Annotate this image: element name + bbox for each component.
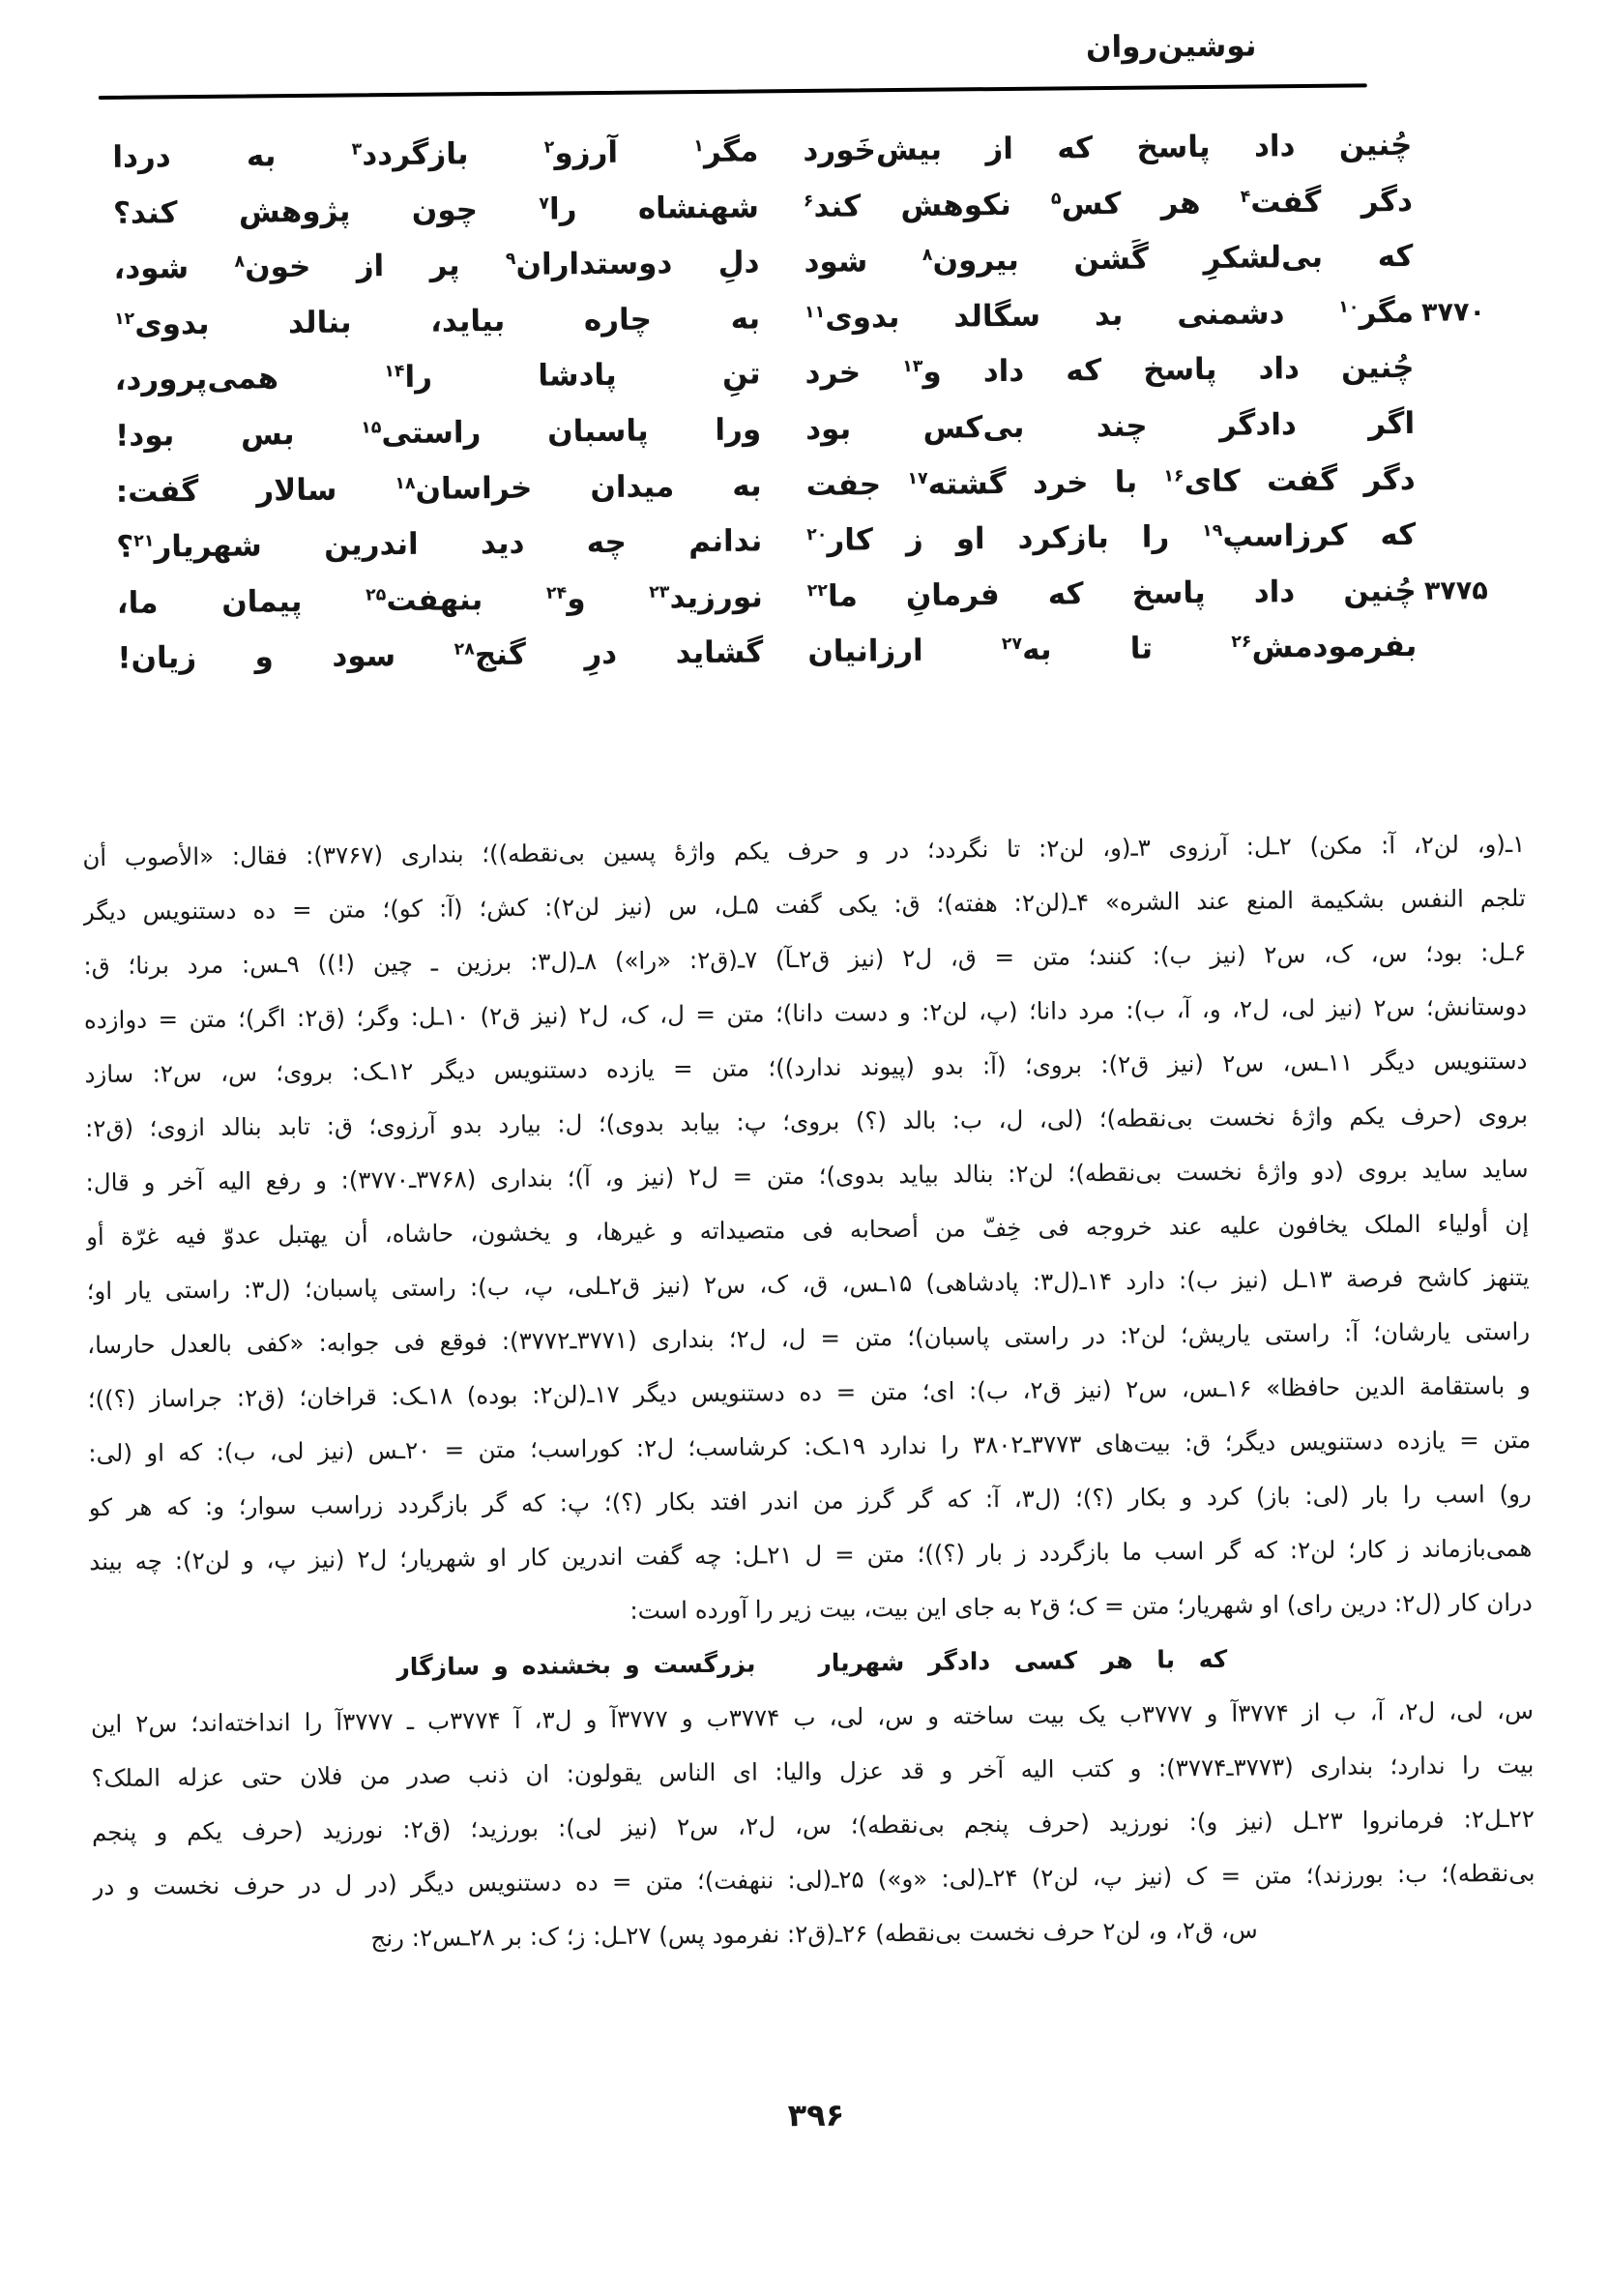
apparatus-line: یتنهز کاشح فرصة ۱۳ـل (نیز ب): دارد ۱۴ـ(ل۳: پادشاهی) ۱۵ـس، ق، ک، س۲ (نیز ق۲ـلی، پ، ب): راستی پاسبان؛ (ل۳: راستی یار او؛ (86, 1262, 1530, 1306)
hemistich-left-text: مگر$^۱$ آرزو$^۲$ بازگردد$^۳$ به دردا (112, 133, 759, 175)
poem-rows (112, 117, 1486, 688)
hemistich-right-text: که بی‌لشکرِ گَشن بیرون$^۸$ شود (804, 239, 1414, 280)
verse-margin-number (1418, 507, 1487, 508)
verse-margin-number: ۳۷۷۰ (1420, 296, 1486, 328)
hemistich-right (804, 285, 1486, 347)
apparatus-line: س، ق۲، و، لن۲ حرف نخست بی‌نقطه) ۲۶ـ(ق۲: نفرمود پس) ۲۷ـل: ز؛ ک: بر ۲۸ـس۲: رنج (370, 1915, 1258, 1953)
hemistich-left-text: به چاره بیاید، بنالد بدوی$^{۱۲}$ (113, 301, 761, 342)
hemistich-left (116, 515, 763, 576)
hemistich-right (807, 619, 1418, 681)
apparatus-line: و باستقامة الدین حافظا» ۱۶ـس، س۲ (نیز ق۲، ب): ای؛ متن = ده دستنویس دیگر ۱۷ـ(لن۲: بوده) ۱۸ـک: قراخان؛ (ق۲: جراساز (؟))؛ (87, 1370, 1531, 1414)
hemistich-left (115, 402, 762, 464)
hemistich-left (114, 347, 761, 409)
apparatus-line: ۶ـل: بود؛ س، ک، س۲ (نیز ب): کنند؛ متن = ق، ل۲ (نیز ق۲ـآ) ۷ـ(ق۲: «را») ۸ـ(ل۳: برزین ـ چین (!)) ۹ـس: مرد برنا؛ ق: (83, 937, 1527, 981)
apparatus-line: دستنویس دیگر ۱۱ـس، س۲ (نیز ق۲): بروی؛ (آ: بدو (پیوند ندارد))؛ متن = یازده دستنویس دیگر ۱۲ـک: بروی؛ س، س۲: سازد (84, 1045, 1528, 1089)
hemistich-right-text: که کرزاسپ$^{۱۹}$ را بازکرد او ز کار$^{۲۰}$ (806, 517, 1417, 558)
verse-margin-number (1417, 452, 1486, 453)
hemistich-left (114, 291, 761, 353)
hemistich-right-text: مگر$^{۱۰}$ دشمنی بد سگالد بدوی$^{۱۱}$ (804, 294, 1415, 336)
hemistich-left-text: به میدان خراسان$^{۱۸}$ سالار گفت: (115, 467, 762, 510)
apparatus-line: ۱ـ(و، لن۲، آ: مکن) ۲ـل: آرزوی ۳ـ(و، لن۲: تا نگردد؛ در و حرف یکم واژهٔ پسین بی‌نقطه))؛ بنداری (۳۷۶۷): فقال: «الأصوب أن (82, 829, 1526, 872)
apparatus-line: رو) اسب را بار (لی: باز) کرد و بکار (؟)؛ (ل۳، آ: که گر گرز من اندر افتد بکار (؟)؛ پ: که گر بازگردد زراسب سوار؛ و: که هر کو (88, 1479, 1532, 1522)
apparatus-line: إن أولیاء الملک یخافون علیه عند خروجه فی خِفّ من أصحابه فی متصیداته و غیرها، و یخشون، حاشاه، أن یهتبل عدوّ فیه غرّة أو (85, 1208, 1530, 1251)
hemistich-right (804, 340, 1415, 402)
hemistich-left (113, 236, 760, 298)
hemistich-left (117, 626, 764, 688)
hemistich-right (803, 118, 1413, 180)
apparatus-line: ۲۲ـل۲: فرمانروا ۲۳ـل (نیز و): نورزید (حرف پنجم بی‌نقطه)؛ س، ل۲، س۲ (نیز لی): بورزید؛ (ق۲: نورزید (حرف یکم و پنجم (91, 1804, 1536, 1847)
critical-apparatus (82, 817, 1536, 1968)
apparatus-line: متن = یازده دستنویس دیگر؛ ق: بیت‌های ۳۷۷۳ـ۳۸۰۲ را ندارد ۱۹ـک: کرشاسب؛ ل۲: کوراسب؛ متن = ۲۰ـس (نیز لی، ب): که او (لی: (88, 1425, 1532, 1468)
hemistich-right-text: چُنین داد پاسخ که فرمانِ ما$^{۲۲}$ (806, 573, 1417, 614)
hemistich-left-text: شهنشاه را$^۷$ چون پژوهش کند؟ (112, 190, 760, 231)
verse-row (117, 619, 1486, 688)
hemistich-left (113, 180, 760, 242)
hemistich-right-text: دگر گفت$^۴$ هر کس$^۵$ نکوهش کند$^۶$ (803, 183, 1414, 224)
hemistich-right-text: چُنین داد پاسخ که از بیش‌خَورد (803, 127, 1413, 168)
apparatus-line: س، لی، ل۲، آ، ب از ۳۷۷۴آ و ۳۷۷۷ب یک بیت ساخته و س، لی، ب ۳۷۷۴ب و ۳۷۷۷آ و ل۳، آ ۳۷۷۴ب ـ ۳۷۷۷آ را انداخته‌اند؛ س۲ این (90, 1695, 1535, 1739)
hemistich-right (805, 397, 1416, 458)
hemistich-left-text: ورا پاسبان راستی$^{۱۵}$ بس بود! (115, 412, 762, 454)
apparatus-verse-left: بزرگست و بخشنده و سازگار (395, 1649, 756, 1682)
apparatus-line: بروی (حرف یکم واژهٔ نخست بی‌نقطه)؛ (لی، ل، ب: بالد (؟) بروی؛ پ: بیابد بدوی)؛ ل: بیارد بدو آرزوی؛ ق: تابد بنالد ازوی؛ (ق۲: (84, 1100, 1529, 1143)
apparatus-line: دوستانش؛ س۲ (نیز لی، ل۲، و، آ، ب): مرد دانا؛ (پ، لن۲: و دست دانا)؛ متن = ل، ک، ل۲ (نیز ق۲) ۱۰ـل: وگر؛ (ق۲: اگر)؛ متن = دوازده (83, 991, 1528, 1035)
hemistich-right (806, 508, 1417, 570)
header-rule (99, 83, 1367, 100)
apparatus-line: بی‌نقطه)؛ ب: بورزند)؛ متن = ک (نیز پ، لن۲) ۲۴ـ(لی: «و») ۲۵ـ(لی: ننهفت)؛ متن = ده دستنویس دیگر (در ل در حرف نخست و در (92, 1858, 1536, 1901)
hemistich-right-text: بفرمودمش$^{۲۶}$ تا به$^{۲۷}$ ارزانیان (807, 629, 1418, 670)
hemistich-left-text: تنِ پادشا را$^{۱۴}$ همی‌پرورد، (114, 356, 761, 398)
verse-margin-number (1414, 117, 1483, 118)
hemistich-right-text: اگر دادگر چند بی‌کس بود (804, 405, 1416, 447)
apparatus-line: بیت را ندارد؛ بنداری (۳۷۷۳ـ۳۷۷۴): و کتب الیه آخر و قد عزل والیا: ای الناس یقولون: ان ذنب صدر من فلان حتی عزله الملک؟ (91, 1750, 1535, 1793)
hemistich-left (112, 124, 759, 186)
hemistich-right (806, 564, 1488, 626)
apparatus-line: ساید ساید بروی (دو واژهٔ نخست بی‌نقطه)؛ لن۲: بنالد بیاید بدوی)؛ متن = ل۲ (نیز و، آ)؛ بنداری (۳۷۶۸ـ۳۷۷۰): و رفع الیه آخر و قال: (85, 1154, 1529, 1197)
apparatus-verse-right: که با هر کسی دادگر شهریار (817, 1644, 1228, 1677)
apparatus-line: راستی یارشان؛ آ: راستی یاریش؛ لن۲: در راستی پاسبان)؛ متن = ل، ل۲؛ بنداری (۳۷۷۱ـ۳۷۷۲): فوقع فی جوابه: «کفی بالعدل حارسا، (87, 1316, 1531, 1360)
hemistich-left-text: ندانم چه دید اندرین شهریار$^{۲۱}$؟ (116, 523, 763, 565)
verse-margin-number: ۳۷۷۵ (1423, 574, 1488, 606)
page-number: ۳۹۶ (787, 2096, 845, 2134)
apparatus-line: همی‌بازماند ز کار؛ لن۲: که گر اسب ما بازگردد ز بار (؟))؛ متن = ل ۲۱ـل: چه گفت اندرین کار او شهریار؛ ل۲ (نیز پ، و لن۲): چه بیند (89, 1533, 1533, 1576)
verse-margin-number (1415, 173, 1484, 174)
poem-section (112, 117, 1486, 688)
hemistich-left-text: نورزید$^{۲۳}$ و$^{۲۴}$ بنهفت$^{۲۵}$ پیمان ما، (116, 579, 763, 621)
running-head-title: نوشین‌روان (1085, 28, 1257, 66)
hemistich-right (805, 452, 1416, 514)
hemistich-right (804, 229, 1414, 291)
hemistich-right-text: دگر گفت کای$^{۱۶}$ با خرد گشته$^{۱۷}$ جفت (805, 461, 1416, 503)
hemistich-right (804, 174, 1414, 236)
verse-margin-number (1417, 396, 1486, 397)
hemistich-left-text: دلِ دوستداران$^۹$ پر از خون$^۸$ شود، (113, 245, 760, 287)
hemistich-left (115, 458, 762, 520)
hemistich-right-text: چُنین داد پاسخ که داد و$^{۱۳}$ خرد (804, 350, 1415, 392)
hemistich-left (117, 570, 764, 632)
apparatus-line: تلجم النفس بشکیمة المنع عند الشره» ۴ـ(لن۲: هفته)؛ ق: یکی گفت ۵ـل، س (نیز لن۲): کش؛ (آ: کو)؛ متن = ده دستنویس دیگر (82, 883, 1526, 927)
hemistich-left-text: گشاید درِ گنج$^{۲۸}$ سود و زیان! (117, 634, 764, 677)
verse-margin-number (1415, 228, 1484, 229)
apparatus-line: دران کار (ل۲: درین رای) او شهریار؛ متن = ک؛ ق۲ به جای این بیت، بیت زیر را آورده است: (629, 1587, 1533, 1625)
